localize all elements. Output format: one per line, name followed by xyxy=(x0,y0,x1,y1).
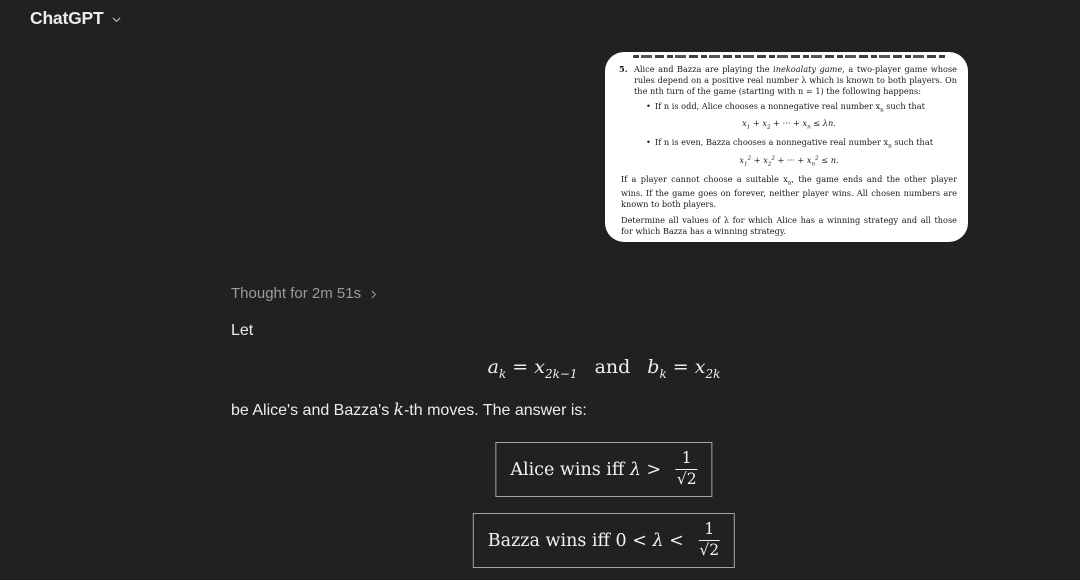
clipped-text-line xyxy=(633,55,947,58)
even-turn-equation: $x_1^2 + x_2^2$ + ··· + $x_n^2 \le n$. xyxy=(739,154,839,168)
rule-even-text: If n is even, Bazza chooses a nonnegative real number x xyxy=(655,137,889,148)
problem-game-name: inekoalaty game xyxy=(773,64,843,74)
lambda-symbol: λ xyxy=(652,530,664,551)
alice-answer-box: Alice wins iff λ > $\frac{1}{√2}$ xyxy=(495,442,712,497)
chevron-down-icon xyxy=(110,13,123,26)
one-over-sqrt2-fraction: $\frac{1}{√2}$ xyxy=(676,449,697,489)
top-bar xyxy=(0,0,1080,46)
rule-odd-text-b: such that xyxy=(883,100,925,111)
rule-odd-sub: n xyxy=(880,107,884,114)
one-over-sqrt2-fraction: $\frac{1}{√2}$ xyxy=(699,520,720,560)
problem-intro-a: Alice and Bazza are playing the xyxy=(634,64,774,74)
bullet-icon: • xyxy=(646,100,651,111)
thought-label: Thought for 2m 51s xyxy=(231,285,362,302)
odd-turn-equation: $x_1 + x_2$ + ··· + $x_n \le \lambda n$. xyxy=(742,117,836,131)
thought-toggle[interactable] xyxy=(231,285,379,302)
problem-rules-paragraph: If a player cannot choose a suitable $x_n$, the game ends and the other player wins. If the game goes on forever, neither player wins. All chosen numbers are known to both players. xyxy=(621,173,957,210)
problem-intro-c: , a two-player game whose rules depend on a positive real number λ which is known to both players. On the nth turn of the game (starting with n = 1) the following happens: xyxy=(634,64,957,97)
rule-even-sub: n xyxy=(888,143,892,150)
lambda-symbol: λ xyxy=(629,459,641,480)
problem-number: 5. xyxy=(619,64,628,74)
problem-question-paragraph: Determine all values of λ for which Alice has a winning strategy and all those for which Bazza has a winning strategy. xyxy=(621,215,957,237)
app-title: ChatGPT xyxy=(30,8,104,28)
moves-formula: $a_k = x_{2k-1}$ and $b_k = x_{2k}$ xyxy=(487,356,721,381)
radical-sign: √ xyxy=(699,541,710,560)
problem-image-attachment[interactable] xyxy=(605,52,968,242)
rule-even-text-b: such that xyxy=(891,137,933,148)
problem-statement xyxy=(621,64,957,98)
answer-lead-text: be Alice's and Bazza's k-th moves. The answer is: xyxy=(231,400,587,420)
assistant-message xyxy=(231,280,977,580)
radical-sign: √ xyxy=(676,470,687,489)
model-switcher[interactable] xyxy=(24,4,129,33)
bazza-answer-box: Bazza wins iff 0 < λ < $\frac{1}{√2}$ xyxy=(473,513,735,568)
intro-text: Let xyxy=(231,322,254,339)
rule-even-turn xyxy=(621,137,957,151)
chevron-right-icon xyxy=(368,289,379,300)
k-variable: k xyxy=(393,400,404,420)
bazza-answer-text: Bazza wins iff 0 < xyxy=(487,530,653,551)
rule-odd-turn xyxy=(621,101,957,115)
rule-odd-text: If n is odd, Alice chooses a nonnegative real number x xyxy=(655,100,881,111)
alice-answer-text: Alice wins iff xyxy=(510,459,630,480)
bullet-icon: • xyxy=(646,137,651,148)
